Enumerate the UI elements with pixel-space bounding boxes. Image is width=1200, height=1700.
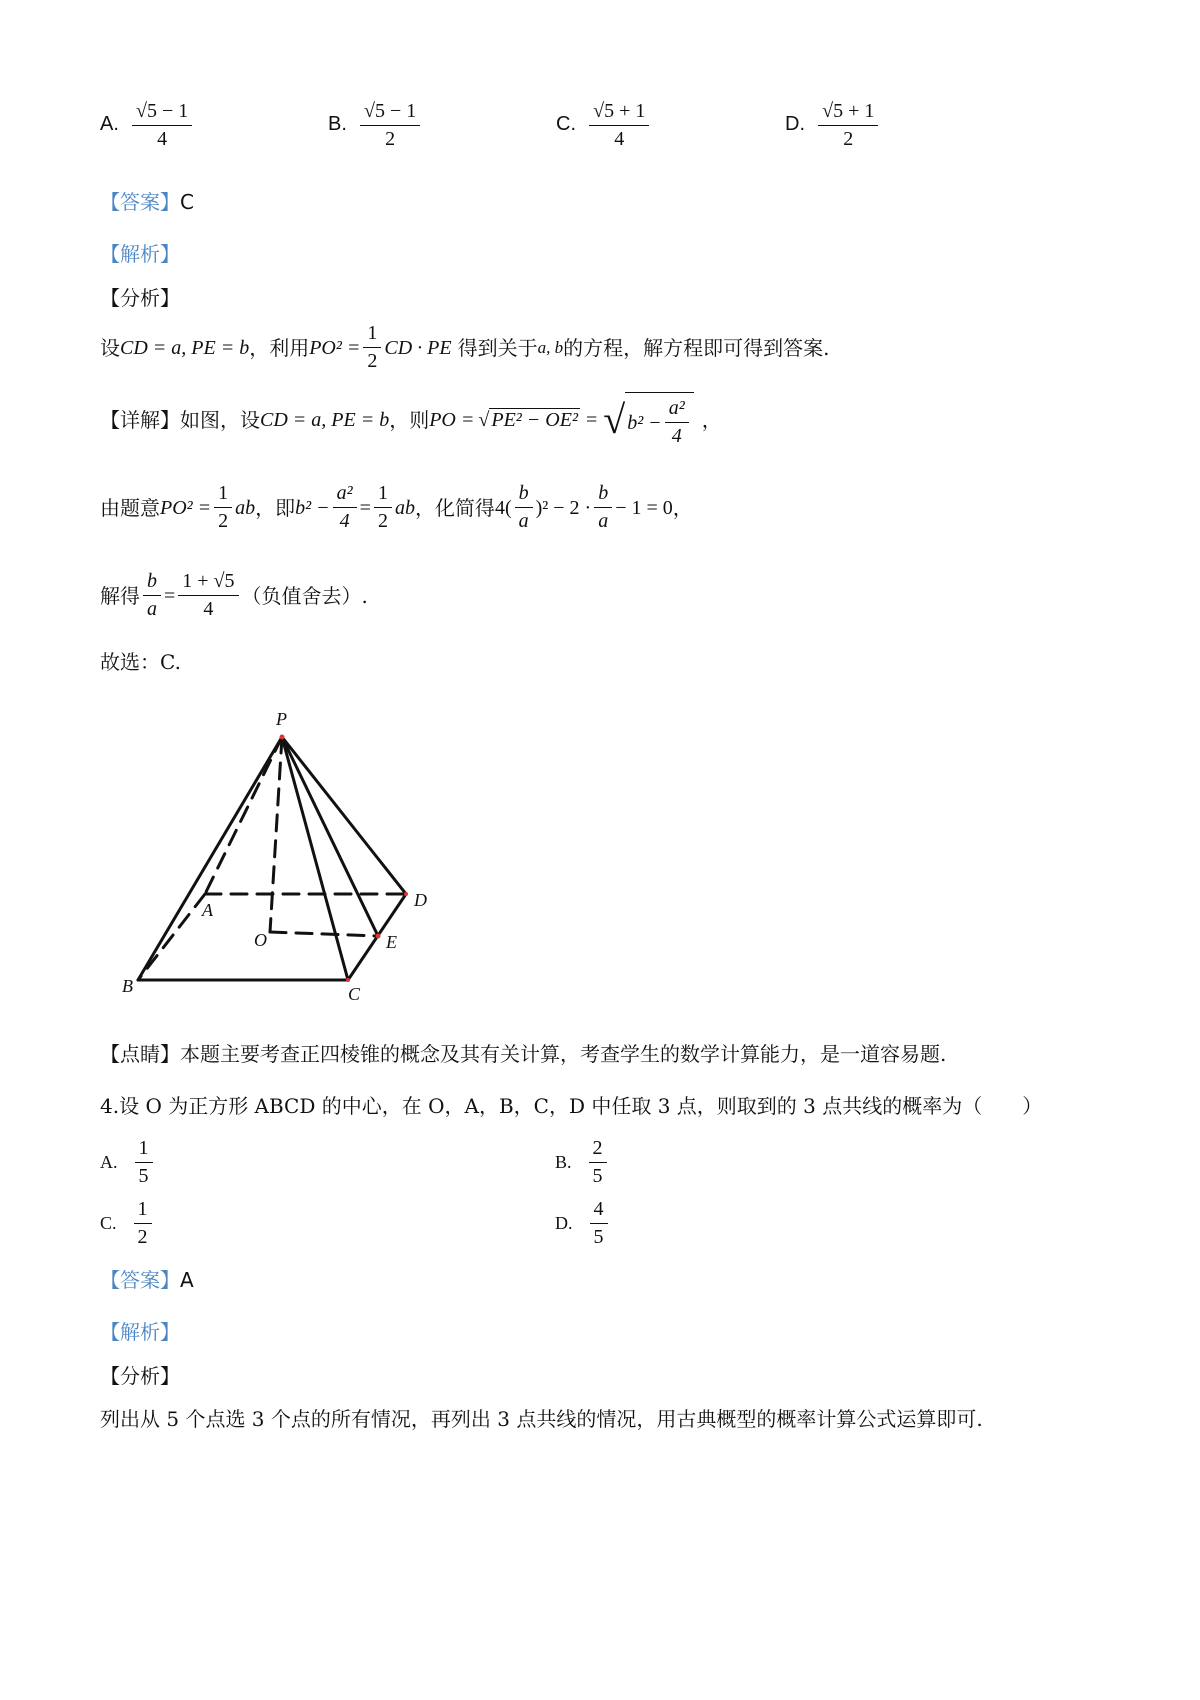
answer-value: C <box>180 190 194 214</box>
label-C: C <box>348 984 361 1004</box>
q4-fenxi-tag: 【分析】 <box>100 1364 180 1388</box>
edge-PO <box>270 737 282 932</box>
comma: ， <box>672 495 693 520</box>
answer-tag: 【答案】 <box>100 190 180 214</box>
half-den: 2 <box>367 350 378 372</box>
math: b² − <box>295 496 330 519</box>
text: ，化简得 <box>414 495 495 520</box>
label-A: A <box>202 900 213 920</box>
q3-option-b <box>328 100 423 151</box>
math: PO² = <box>309 336 361 359</box>
q4-stem: 4.设 O 为正方形 ABCD 的中心，在 O，A，B，C，D 中任取 3 点，则取到的 3 点共线的概率为（ ） <box>100 1094 1043 1118</box>
dianjing-tag: 【点睛】 <box>100 1042 180 1066</box>
option-label: C. <box>100 1213 117 1233</box>
a2-den: 4 <box>671 425 682 447</box>
q3-fenxi-line <box>100 322 829 373</box>
sqrt-expression: √ PE² − OE² <box>478 409 578 431</box>
equals: = <box>585 409 598 431</box>
q3-xiangjie-line <box>100 392 722 448</box>
option-denominator: 2 <box>137 1226 148 1248</box>
radicand: PE² − OE² <box>491 409 578 431</box>
half-den: 2 <box>377 510 388 532</box>
q4-answer <box>100 1266 194 1294</box>
result-den: 4 <box>203 598 214 620</box>
text: 的方程，解方程即可得到答案. <box>563 335 830 360</box>
edge-PA <box>205 737 282 894</box>
comma: ， <box>701 408 722 432</box>
option-label: D. <box>785 113 805 135</box>
math: CD = a, PE = b <box>120 336 250 359</box>
option-denominator: 5 <box>138 1165 149 1187</box>
q4-option-a <box>100 1137 156 1188</box>
b-squared: b² − <box>627 411 662 434</box>
option-label: A. <box>100 1152 118 1172</box>
option-label: B. <box>555 1152 572 1172</box>
option-denominator: 2 <box>843 128 854 150</box>
q3-solution-line <box>100 570 368 621</box>
math: a, b <box>537 337 564 357</box>
result-num: 1 + √5 <box>178 570 238 596</box>
edge-OE <box>270 932 378 936</box>
option-label: B. <box>328 113 347 135</box>
edge-AB <box>138 894 205 980</box>
option-numerator: √5 + 1 <box>589 100 649 126</box>
option-label: A. <box>100 113 119 135</box>
text: ，则 <box>389 408 430 432</box>
math: PO = <box>429 409 475 431</box>
vertex-C <box>346 978 350 982</box>
q3-option-c <box>556 100 652 151</box>
xiangjie-tag: 【详解】 <box>100 408 180 432</box>
ba-num: b <box>515 482 533 508</box>
edge-PD <box>282 737 406 894</box>
option-numerator: 4 <box>590 1198 608 1224</box>
q3-option-a <box>100 100 195 151</box>
text: 由题意 <box>100 495 160 520</box>
q4-option-c <box>100 1198 155 1249</box>
math: CD = a, PE = b <box>260 409 390 431</box>
half-num: 1 <box>374 482 392 508</box>
q3-choice: 故选：C. <box>100 650 181 674</box>
math: 4( <box>494 496 512 519</box>
label-O: O <box>254 930 267 950</box>
a2-num: a² <box>665 397 689 423</box>
q3-option-d <box>785 100 881 151</box>
q3-derivation-line <box>100 482 693 533</box>
option-numerator: 2 <box>589 1137 607 1163</box>
option-denominator: 5 <box>593 1226 604 1248</box>
math: − 1 = 0 <box>615 496 673 519</box>
q4-option-b <box>555 1137 610 1188</box>
edge-PC <box>282 737 348 980</box>
label-P: P <box>276 709 287 729</box>
q4-fenxi-text: 列出从 5 个点选 3 个点的所有情况，再列出 3 点共线的情况，用古典概型的概率计算公式运算即可. <box>100 1407 983 1431</box>
ba-den: a <box>598 510 609 532</box>
math: CD · PE <box>384 336 452 359</box>
q3-dianjing <box>100 1040 946 1068</box>
option-label: D. <box>555 1213 573 1233</box>
option-denominator: 5 <box>592 1165 603 1187</box>
dianjing-text: 本题主要考查正四棱锥的概念及其有关计算，考查学生的数学计算能力，是一道容易题. <box>180 1042 947 1066</box>
vertex-E <box>376 934 381 939</box>
equals: = <box>359 496 371 519</box>
ba-num: b <box>594 482 612 508</box>
text: ，利用 <box>249 335 310 360</box>
pyramid-figure <box>110 700 450 1020</box>
a2-num: a² <box>333 482 357 508</box>
text: （负值舍去）. <box>241 583 368 608</box>
answer-value: A <box>180 1268 194 1292</box>
equals: = <box>164 584 176 607</box>
ba-den: a <box>147 598 157 620</box>
label-E: E <box>386 932 397 952</box>
text: 设 <box>100 335 120 360</box>
text: 得到关于 <box>457 335 538 360</box>
math: )² − 2 · <box>535 496 592 519</box>
half-num: 1 <box>214 482 232 508</box>
option-numerator: 1 <box>134 1198 152 1224</box>
q3-jiexi-tag: 【解析】 <box>100 242 180 266</box>
answer-tag: 【答案】 <box>100 1268 180 1292</box>
vertex-P <box>280 735 285 740</box>
option-numerator: 1 <box>135 1137 153 1163</box>
q4-jiexi-tag: 【解析】 <box>100 1320 180 1344</box>
edge-PE <box>282 737 378 936</box>
label-B: B <box>122 976 133 996</box>
q3-fenxi-tag: 【分析】 <box>100 286 180 310</box>
option-denominator: 2 <box>385 128 396 150</box>
option-numerator: √5 − 1 <box>132 100 192 126</box>
math: PO² = <box>160 496 212 519</box>
option-numerator: √5 + 1 <box>818 100 878 126</box>
label-D: D <box>414 890 427 910</box>
option-numerator: √5 − 1 <box>360 100 420 126</box>
text: 解得 <box>100 583 140 608</box>
ba-num: b <box>143 570 161 596</box>
ba-den: a <box>518 510 529 532</box>
a2-den: 4 <box>339 510 350 532</box>
q3-answer <box>100 188 194 216</box>
vertex-D <box>404 892 408 896</box>
option-denominator: 4 <box>614 128 625 150</box>
q4-option-d <box>555 1198 611 1249</box>
math: ab <box>394 496 415 519</box>
text: ，即 <box>255 495 296 520</box>
sqrt-expression: √ b² − $\frac{\text{a²}}{4}$ <box>603 392 693 448</box>
text: 如图，设 <box>180 408 260 432</box>
half-den: 2 <box>218 510 229 532</box>
option-denominator: 4 <box>157 128 168 150</box>
option-label: C. <box>556 113 576 135</box>
math: ab <box>235 496 256 519</box>
half-num: 1 <box>363 322 381 348</box>
